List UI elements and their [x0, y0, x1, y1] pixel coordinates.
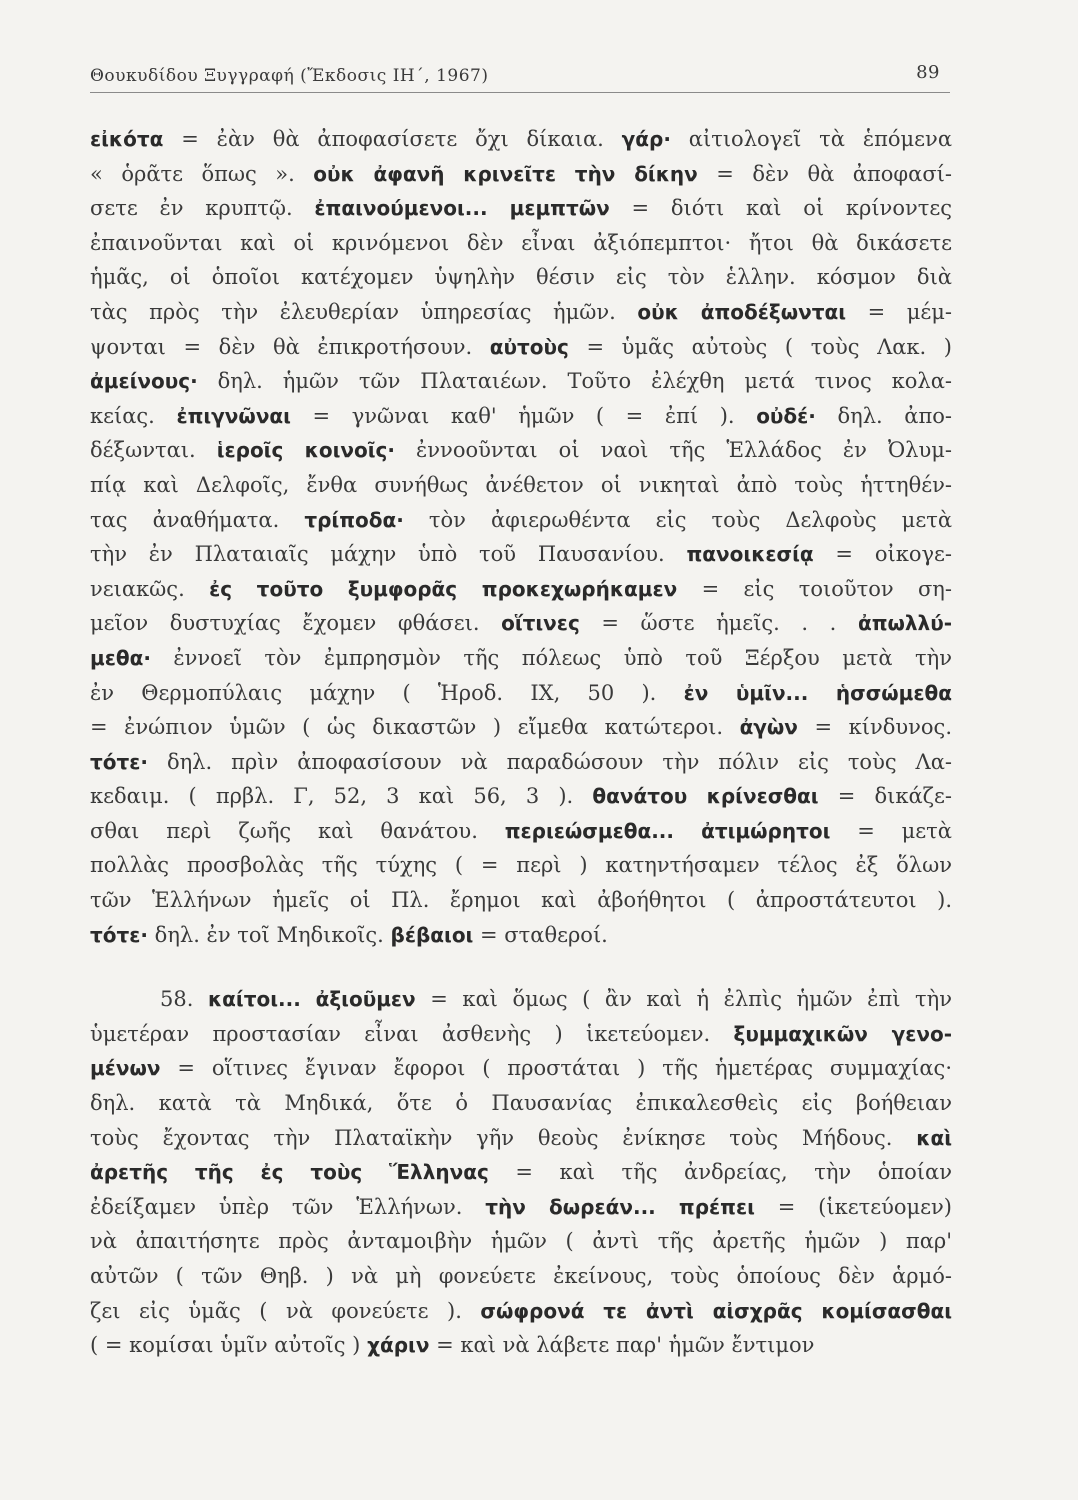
text-line [90, 1259, 952, 1294]
gloss-text: σθαι περὶ ζωῆς καὶ θανάτου. [90, 818, 505, 843]
lemma: μένων [90, 1056, 161, 1081]
text-line [90, 676, 952, 711]
text-line [90, 1051, 952, 1086]
lemma: ἀπωλλύ- [857, 611, 953, 636]
text-line [90, 982, 952, 1017]
lemma: ξυμμαχικῶν γενο- [733, 1021, 952, 1046]
text-line [90, 1121, 952, 1156]
running-title: Θουκυδίδου Ξυγγραφή (Ἔκδοσις ΙΗ΄, 1967) [90, 66, 489, 86]
gloss-text: ψονται = δὲν θὰ ἐπικροτήσουν. [90, 334, 490, 359]
lemma: χάριν [367, 1333, 430, 1358]
gloss-text: τὴν ἐν Πλαταιαῖς μάχην ὑπὸ τοῦ Παυσανίου. [90, 542, 687, 567]
text-line [90, 918, 952, 953]
text-line [90, 364, 952, 399]
gloss-text: ἡμᾶς, οἱ ὁποῖοι κατέχομεν ὑψηλὴν θέσιν εἰς τὸν ἑλλην. κόσμον διὰ [90, 265, 952, 290]
text-line [90, 503, 952, 538]
lemma: τρίποδα· [304, 507, 404, 532]
text-line [90, 814, 952, 849]
text-line [90, 779, 952, 814]
text-line [90, 330, 952, 365]
text-line [90, 848, 952, 883]
lemma: ἀμείνους· [90, 369, 198, 394]
gloss-text: = δὲν θὰ ἀποφασί- [697, 161, 952, 186]
lemma: τότε· [90, 749, 148, 774]
commentary-paragraph-57 [90, 122, 952, 952]
gloss-text: = μετὰ [830, 818, 952, 843]
gloss-text: τὸν ἀφιερωθέντα εἰς τοὺς Δελφοὺς μετὰ [403, 507, 952, 532]
text-line [90, 1294, 952, 1329]
gloss-text: = γνῶναι καθ' ἡμῶν ( = ἐπί ). [290, 403, 757, 428]
lemma: ἐπιγνῶναι [176, 403, 291, 428]
gloss-text: ἐννοοῦνται οἱ ναοὶ τῆς Ἑλλάδος ἐν Ὀλυμ- [395, 438, 952, 463]
text-line [90, 157, 952, 192]
text-line [90, 122, 952, 157]
lemma: μεθα· [90, 645, 151, 670]
gloss-text: = καὶ νὰ λάβετε παρ' ἡμῶν ἔντιμον [429, 1333, 815, 1358]
text-line [90, 1190, 952, 1225]
lemma: ἐν ὑμῖν... ἡσσώμεθα [683, 680, 953, 705]
text-line [90, 399, 952, 434]
text-line [90, 883, 952, 918]
gloss-text: = διότι καὶ οἱ κρίνοντες [609, 196, 952, 221]
running-header [90, 62, 950, 93]
lemma: οὐκ ἀφανῆ κρινεῖτε τὴν δίκην [313, 161, 698, 186]
gloss-text: νειακῶς. [90, 576, 210, 601]
commentary-paragraph-58 [90, 982, 952, 1363]
lemma: αὐτοὺς [489, 334, 569, 359]
gloss-text: πίᾳ καὶ Δελφοῖς, ἔνθα συνήθως ἀνέθετον οἱ νικηταὶ ἀπὸ τοὺς ἡττηθέν- [90, 472, 952, 497]
lemma: σώφρονά τε ἀντὶ αἰσχρᾶς κομίσασθαι [480, 1298, 952, 1323]
lemma: εἰκότα [90, 127, 164, 151]
gloss-text: ζει εἰς ὑμᾶς ( νὰ φονεύετε ). [90, 1298, 481, 1323]
gloss-text: = ὥστε ἡμεῖς. . . [579, 611, 858, 636]
gloss-text: τῶν Ἑλλήνων ἡμεῖς οἱ Πλ. ἔρημοι καὶ ἀβοήθητοι ( ἀπροστάτευτοι ). [90, 888, 952, 913]
lemma: περιεώσμεθα... ἀτιμώρητοι [504, 818, 831, 843]
text-line [90, 641, 952, 676]
gloss-text: = οἵτινες ἔγιναν ἔφοροι ( προστάται ) τῆς ἡμετέρας συμμαχίας· [160, 1056, 952, 1081]
gloss-text: τοὺς ἔχοντας τὴν Πλαταϊκὴν γῆν θεοὺς ἐνίκησε τοὺς Μήδους. [90, 1125, 917, 1150]
gloss-text: νὰ ἀπαιτήσητε πρὸς ἀνταμοιβὴν ἡμῶν ( ἀντὶ τῆς ἀρετῆς ἡμῶν ) παρ' [90, 1229, 952, 1254]
gloss-text: = σταθεροί. [473, 922, 608, 947]
gloss-text: 58. [160, 987, 208, 1012]
gloss-text: = καὶ τῆς ἀνδρείας, τὴν ὁποίαν [488, 1160, 952, 1185]
gloss-text: αὐτῶν ( τῶν Θηβ. ) νὰ μὴ φονεύετε ἐκείνους, τοὺς ὁποίους δὲν ἁρμό- [90, 1264, 952, 1288]
gloss-text: πολλὰς προσβολὰς τῆς τύχης ( = περὶ ) κατηντήσαμεν τέλος ἐξ ὅλων [90, 853, 952, 878]
gloss-text: = οἰκογε- [813, 542, 952, 567]
gloss-text: = δικάζε- [818, 784, 952, 809]
lemma: ἐπαινούμενοι... μεμπτῶν [314, 196, 610, 221]
lemma: τότε· [90, 922, 148, 947]
gloss-text: δέξωνται. [90, 438, 217, 463]
lemma: οὐκ ἀποδέξωνται [637, 299, 847, 324]
gloss-text: = εἰς τοιοῦτον ση- [677, 576, 952, 601]
text-line [90, 226, 952, 261]
lemma: οἵτινες [501, 611, 580, 636]
gloss-text: ἐδείξαμεν ὑπὲρ τῶν Ἑλλήνων. [90, 1194, 486, 1219]
lemma: πανοικεσίᾳ [686, 542, 814, 567]
gloss-text: = ὑμᾶς αὐτοὺς ( τοὺς Λακ. ) [568, 334, 952, 359]
text-line [90, 710, 952, 745]
gloss-text: τας ἀναθήματα. [90, 507, 305, 532]
gloss-text: = ἐνώπιον ὑμῶν ( ὡς δικαστῶν ) εἴμεθα κατώτεροι. [90, 715, 740, 740]
gloss-text: δηλ. ἐν τοῖ Μηδικοῖς. [148, 922, 391, 947]
lemma: ἱεροῖς κοινοῖς· [216, 438, 395, 463]
text-line [90, 295, 952, 330]
gloss-text: κεδαιμ. ( πρβλ. Γ, 52, 3 καὶ 56, 3 ). [90, 784, 593, 809]
gloss-text: δηλ. κατὰ τὰ Μηδικά, ὅτε ὁ Παυσανίας ἐπικαλεσθεὶς εἰς βοήθειαν [90, 1091, 952, 1116]
commentary-body [90, 122, 952, 1363]
gloss-text: δηλ. ἡμῶν τῶν Πλαταιέων. Τοῦτο ἐλέχθη μετά τινος κολα- [197, 369, 952, 394]
gloss-text: τὰς πρὸς τὴν ἐλευθερίαν ὑπηρεσίας ἡμῶν. [90, 299, 638, 324]
lemma: βέβαιοι [390, 922, 474, 947]
text-line [90, 468, 952, 503]
text-line [90, 191, 952, 226]
gloss-text: ἐπαινοῦνται καὶ οἱ κρινόμενοι δὲν εἶναι ἀξιόπεμπτοι· ἤτοι θὰ δικάσετε [90, 230, 952, 255]
gloss-text: = (ἱκετεύομεν) [754, 1194, 952, 1219]
text-line [90, 606, 952, 641]
text-line [90, 745, 952, 780]
lemma: οὐδέ· [756, 403, 816, 428]
gloss-text: ἐν Θερμοπύλαις μάχην ( Ἡροδ. IX, 50 ). [90, 680, 684, 705]
gloss-text: κείας. [90, 403, 177, 428]
text-line [90, 1017, 952, 1052]
text-line [90, 1224, 952, 1259]
text-line [90, 433, 952, 468]
text-line [90, 260, 952, 295]
lemma: καὶ [916, 1125, 952, 1150]
gloss-text: ἐννοεῖ τὸν ἐμπρησμὸν τῆς πόλεως ὑπὸ τοῦ Ξέρξου μετὰ τὴν [150, 645, 952, 670]
gloss-text: σετε ἐν κρυπτῷ. [90, 196, 315, 221]
text-line [90, 572, 952, 607]
gloss-text: = κίνδυνος. [797, 715, 952, 740]
text-line [90, 537, 952, 572]
gloss-text: αἰτιολογεῖ τὰ ἑπόμενα [670, 127, 953, 151]
gloss-text: δηλ. πρὶν ἀποφασίσουν νὰ παραδώσουν τὴν πόλιν εἰς τοὺς Λα- [148, 749, 952, 774]
gloss-text: = μέμ- [846, 299, 953, 324]
page-number: 89 [916, 62, 940, 83]
gloss-text: = ἐὰν θὰ ἀποφασίσετε ὄχι δίκαια. [163, 127, 622, 151]
gloss-text: δηλ. ἀπο- [815, 403, 952, 428]
lemma: θανάτου κρίνεσθαι [592, 784, 819, 809]
lemma: ἀγὼν [739, 715, 798, 740]
gloss-text: μεῖον δυστυχίας ἔχομεν φθάσει. [90, 611, 502, 636]
text-line [90, 1155, 952, 1190]
lemma: ἐς τοῦτο ξυμφορᾶς προκεχωρήκαμεν [209, 576, 678, 601]
gloss-text: « ὁρᾶτε ὅπως ». [90, 161, 314, 186]
gloss-text: ὑμετέραν προστασίαν εἶναι ἀσθενὴς ) ἱκετεύομεν. [90, 1021, 734, 1046]
lemma: καίτοι... ἀξιοῦμεν [207, 987, 416, 1012]
text-line [90, 1328, 952, 1363]
gloss-text: = καὶ ὅμως ( ἂν καὶ ἡ ἐλπὶς ἡμῶν ἐπὶ τὴν [415, 987, 952, 1012]
gloss-text: ( = κομίσαι ὑμῖν αὐτοῖς ) [90, 1333, 368, 1358]
lemma: ἀρετῆς τῆς ἐς τοὺς Ἕλληνας [90, 1160, 489, 1185]
text-line [90, 1086, 952, 1121]
lemma: γάρ· [621, 127, 671, 151]
lemma: τὴν δωρεάν... πρέπει [485, 1194, 755, 1219]
